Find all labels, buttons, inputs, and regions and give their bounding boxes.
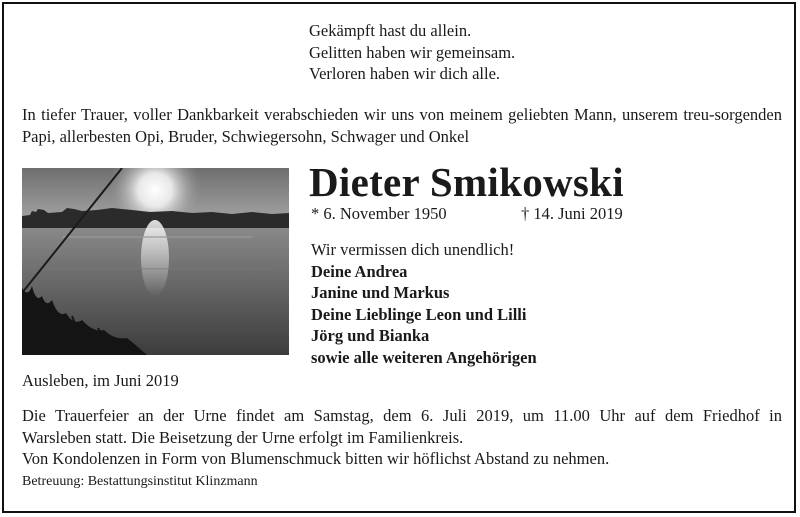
mourner-name: Janine und Markus <box>311 283 450 302</box>
mourner-name: Deine Lieblinge Leon und Lilli <box>311 304 527 324</box>
mourners <box>311 239 537 368</box>
death-date: † 14. Juni 2019 <box>521 204 623 223</box>
life-dates <box>311 204 623 224</box>
poem-line: Verloren haben wir dich alle. <box>309 64 501 83</box>
intro-text: In tiefer Trauer, voller Dankbarkeit verabschieden wir uns von meinem geliebten Mann, unserem treu-sorgenden Papi, allerbesten Opi, Bruder, Schwiegersohn, Schwager und Onkel <box>22 105 782 146</box>
deceased-name: Dieter Smikowski <box>309 159 624 205</box>
birth-date: * 6. November 1950 <box>311 204 447 223</box>
ceremony-line: Die Trauerfeier an der Urne findet am Samstag, dem 6. Juli 2019, um 11.00 Uhr auf dem Friedhof in <box>22 406 782 425</box>
lake-sunset-image <box>22 168 289 355</box>
mourner-name: Deine Andrea <box>311 261 408 281</box>
mourners-lead: Wir vermissen dich unendlich! <box>311 240 515 259</box>
ceremony-line: Von Kondolenzen in Form von Blumenschmuck bitten wir höflichst Abstand zu nehmen. <box>22 449 610 468</box>
poem-line: Gelitten haben wir gemeinsam. <box>309 42 516 62</box>
ceremony-text <box>22 405 782 470</box>
place-date: Ausleben, im Juni 2019 <box>22 371 179 390</box>
mourner-name: Jörg und Bianka <box>311 326 430 345</box>
funeral-home-credit: Betreuung: Bestattungsinstitut Klinzmann <box>22 474 258 489</box>
poem <box>309 20 515 85</box>
poem-line: Gekämpft hast du allein. <box>309 21 472 40</box>
lake-sunset-photo <box>22 168 289 355</box>
ceremony-line: Warsleben statt. Die Beisetzung der Urne erfolgt im Familienkreis. <box>22 427 464 447</box>
mourner-name: sowie alle weiteren Angehörigen <box>311 347 537 367</box>
